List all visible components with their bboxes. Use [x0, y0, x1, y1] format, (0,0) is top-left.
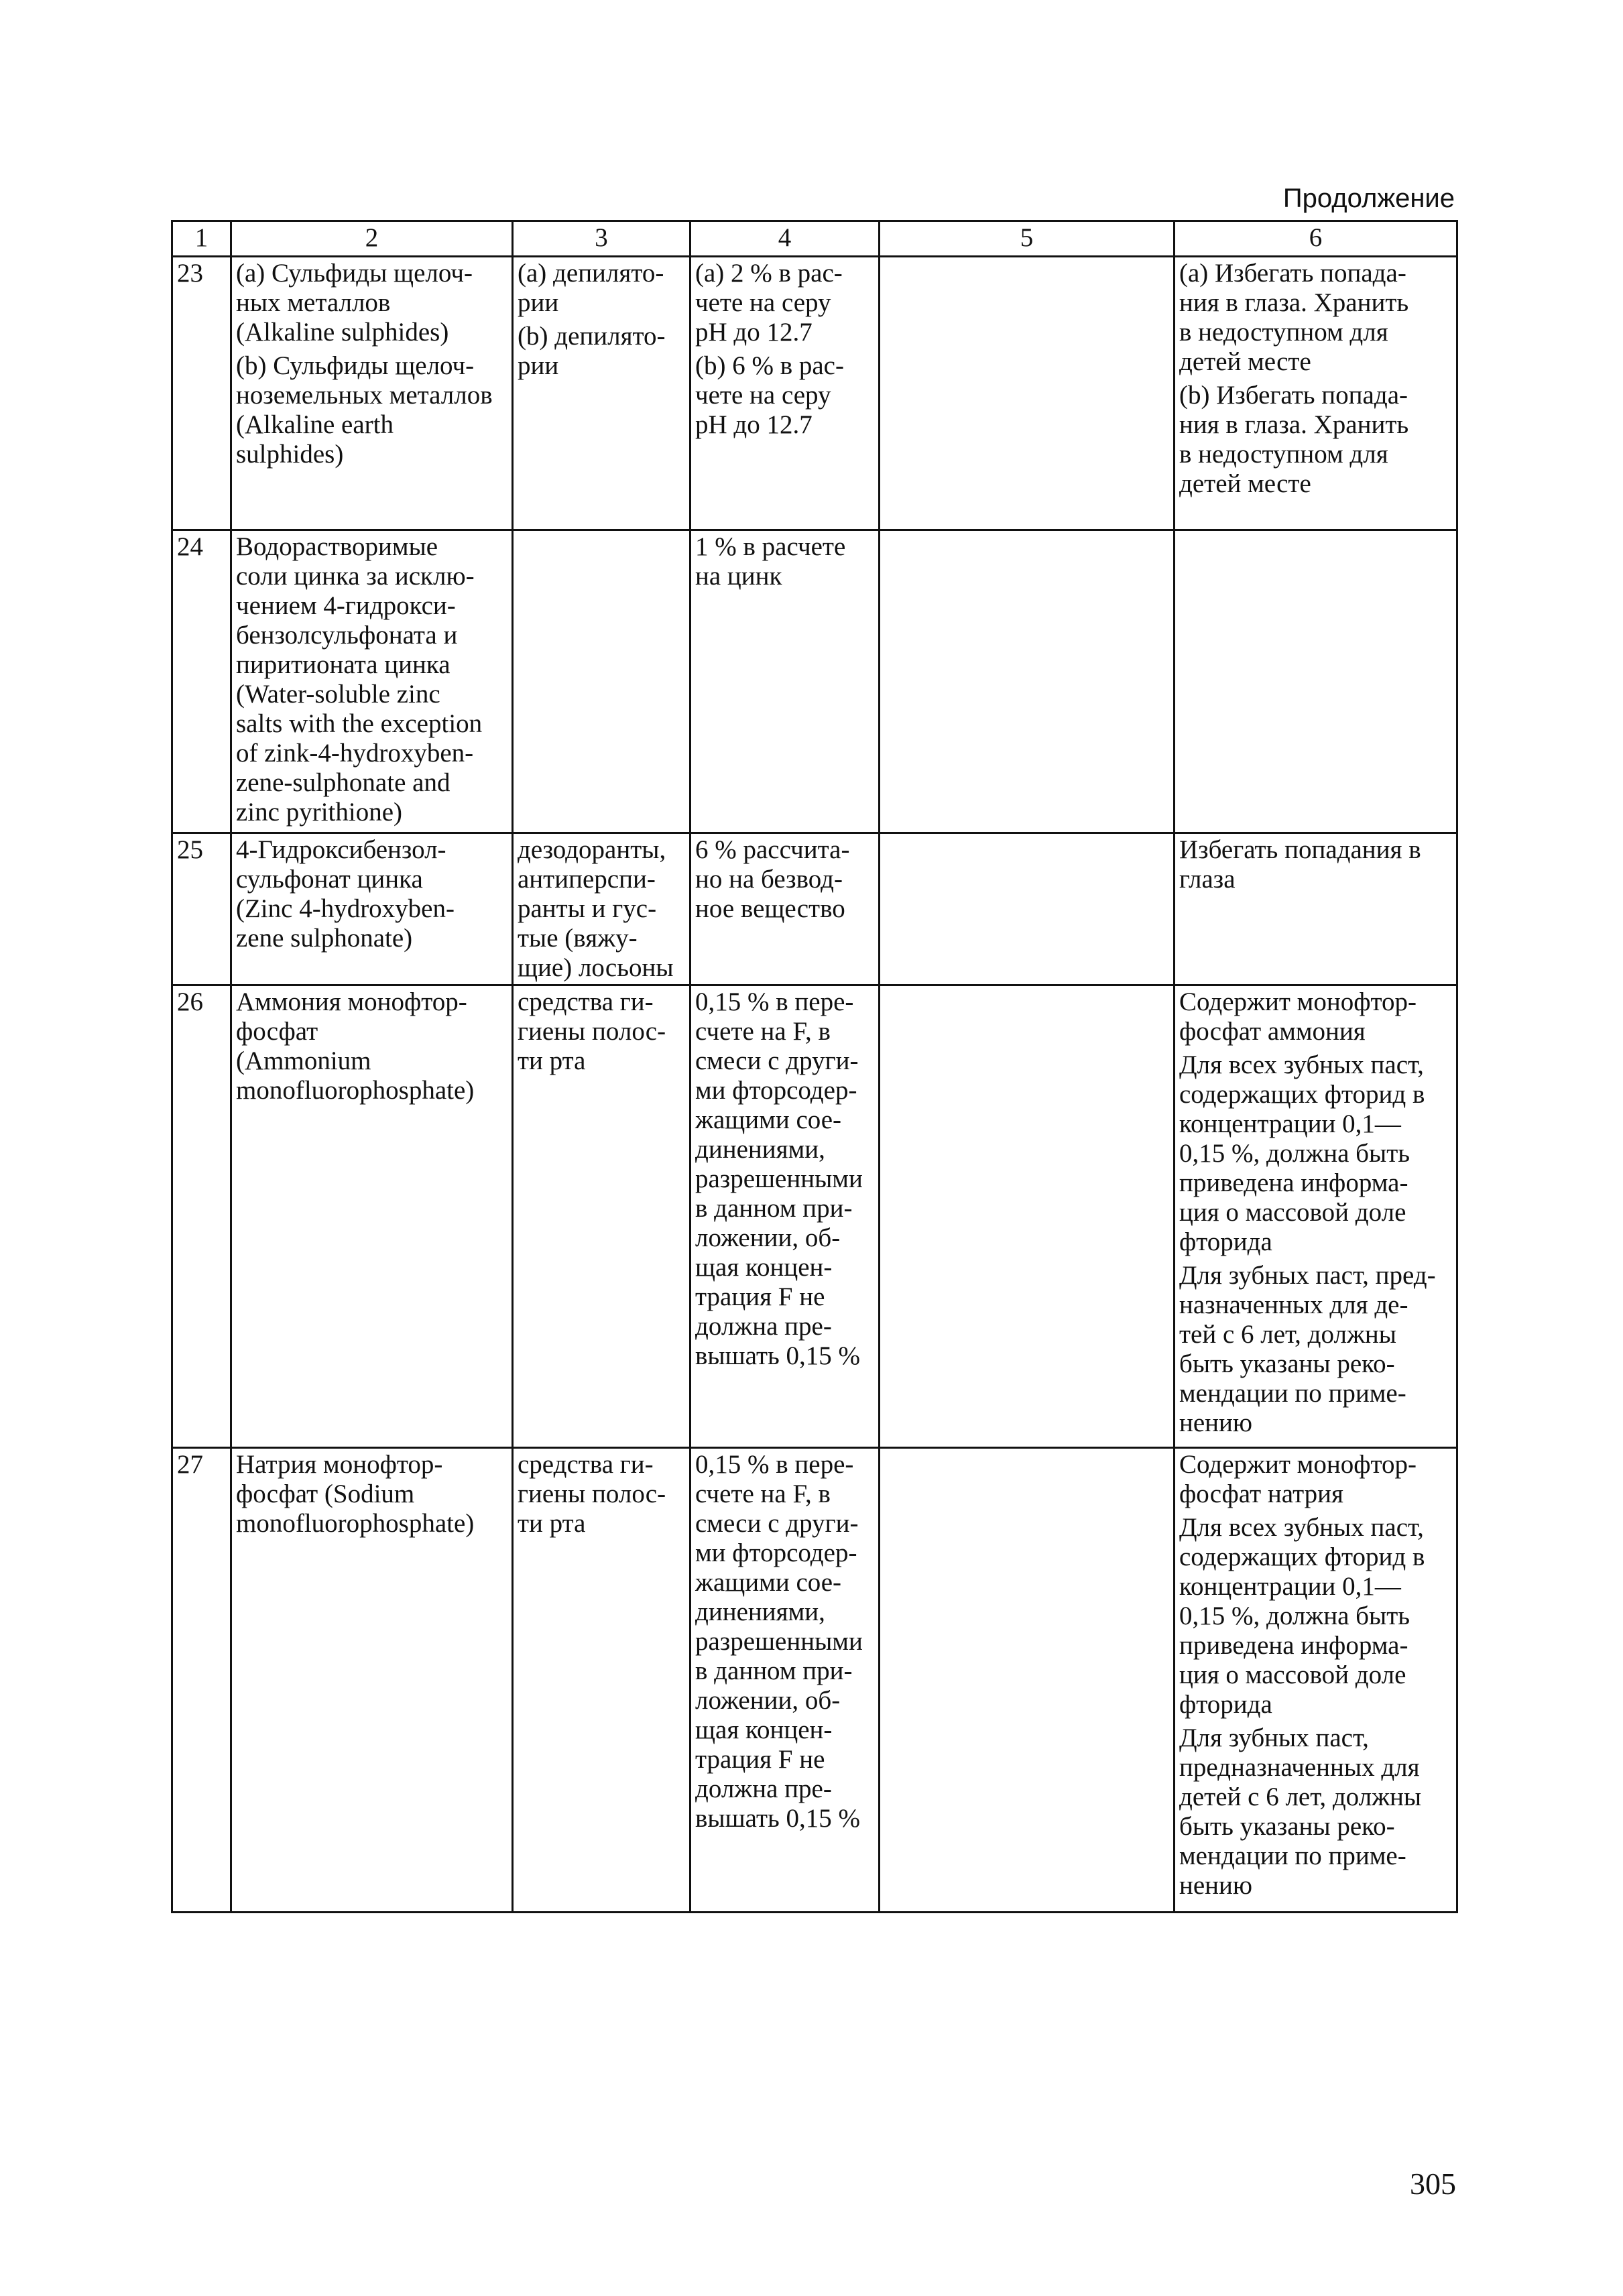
cell-line: гиены полос-	[518, 1479, 666, 1508]
cell-line: средства ги-	[518, 987, 654, 1016]
cell-line: дезодоранты,	[518, 835, 666, 864]
cell-line: должна пре-	[695, 1312, 832, 1341]
cell-line: Содержит монофтор-	[1179, 987, 1417, 1016]
cell-block	[695, 532, 874, 591]
cell-substance	[231, 257, 513, 530]
cell-line: быть указаны реко-	[1179, 1349, 1395, 1378]
cell-block	[236, 1450, 507, 1538]
cell-warnings	[1175, 985, 1457, 1448]
cell-line: глаза	[1179, 865, 1236, 894]
cell-block	[695, 351, 874, 440]
cell-block	[236, 259, 507, 347]
cell-line: ти рта	[518, 1046, 586, 1075]
cell-block	[1179, 1513, 1452, 1719]
cell-line: динениями,	[695, 1135, 825, 1164]
column-header-3: 3	[513, 221, 690, 257]
cell-line: (b) депилято-	[518, 322, 666, 351]
cell-line: sulphides)	[236, 440, 344, 469]
cell-line: (а) Избегать попада-	[1179, 259, 1406, 288]
cell-line: 0,15 % в пере-	[695, 987, 854, 1016]
cell-block	[1179, 987, 1452, 1046]
cell-line: рии	[518, 351, 559, 380]
cell-line: приведена информа-	[1179, 1168, 1408, 1197]
column-header-4: 4	[690, 221, 880, 257]
cell-line: тые (вяжу-	[518, 924, 638, 953]
cell-substance	[231, 985, 513, 1448]
cell-line: фосфат	[236, 1017, 318, 1046]
table-row	[172, 985, 1457, 1448]
cell-line: средства ги-	[518, 1450, 654, 1479]
cell-block	[236, 532, 507, 827]
cell-line: щие) лосьоны	[518, 953, 674, 982]
cell-substance	[231, 530, 513, 833]
cell-line: Избегать попадания в	[1179, 835, 1421, 864]
table-body	[172, 257, 1457, 1913]
cell-line: Аммония монофтор-	[236, 987, 467, 1016]
cell-line: (b) Сульфиды щелоч-	[236, 351, 475, 380]
cell-line: предназначенных для	[1179, 1753, 1420, 1782]
cell-line: Содержит монофтор-	[1179, 1450, 1417, 1479]
column-header-2: 2	[231, 221, 513, 257]
column-header-5: 5	[880, 221, 1175, 257]
cell-line: концентрации 0,1—	[1179, 1109, 1401, 1138]
cell-line: детей месте	[1179, 347, 1311, 376]
cell-line: 0,15 % в пере-	[695, 1450, 854, 1479]
cell-line: бензолсульфоната и	[236, 621, 458, 650]
cell-line: salts with the exception	[236, 709, 483, 738]
cell-line: смеси с други-	[695, 1046, 859, 1075]
cell-block	[695, 1450, 874, 1833]
cell-line: Для зубных паст, пред-	[1179, 1261, 1436, 1290]
cell-block	[518, 987, 685, 1076]
cell-line: чением 4-гидрокси-	[236, 591, 456, 620]
cell-warnings	[1175, 530, 1457, 833]
cell-line: приведена информа-	[1179, 1631, 1408, 1660]
table-row	[172, 257, 1457, 530]
cell-line: (b) 6 % в рас-	[695, 351, 844, 380]
cell-line: ти рта	[518, 1509, 586, 1538]
cell-line: ранты и гус-	[518, 894, 657, 923]
cell-block	[518, 1450, 685, 1538]
cell-number: 23	[172, 257, 231, 530]
cell-block	[236, 835, 507, 953]
cell-line: детей месте	[1179, 469, 1311, 498]
cell-line: счете на F, в	[695, 1017, 831, 1046]
cell-line: ложении, об-	[695, 1223, 841, 1252]
cell-line: ция о массовой доле	[1179, 1198, 1406, 1227]
cell-line: 0,15 %, должна быть	[1179, 1602, 1410, 1630]
cell-line: жащими сое-	[695, 1568, 842, 1597]
table-header-row	[172, 221, 1457, 257]
cell-line: Для всех зубных паст,	[1179, 1050, 1424, 1079]
cell-line: но на безвод-	[695, 865, 843, 894]
cell-line: быть указаны реко-	[1179, 1812, 1395, 1841]
cell-line: ция о массовой доле	[1179, 1660, 1406, 1689]
cell-line: (Ammonium	[236, 1046, 371, 1075]
cell-warnings	[1175, 1448, 1457, 1913]
cell-block	[1179, 1724, 1452, 1900]
cell-line: monofluorophosphate)	[236, 1509, 475, 1538]
cell-line: чете на серу	[695, 288, 831, 317]
cell-line: в недоступном для	[1179, 318, 1388, 347]
cell-line: фторида	[1179, 1690, 1272, 1719]
continuation-label: Продолжение	[1282, 184, 1455, 213]
cell-line: концентрации 0,1—	[1179, 1572, 1401, 1601]
cell-line: антиперспи-	[518, 865, 656, 894]
cell-substance	[231, 1448, 513, 1913]
cell-column-5	[880, 257, 1175, 530]
cell-line: нению	[1179, 1871, 1253, 1900]
cell-line: (Alkaline sulphides)	[236, 318, 449, 347]
cell-line: ложении, об-	[695, 1686, 841, 1715]
cell-line: назначенных для де-	[1179, 1290, 1408, 1319]
cell-number: 24	[172, 530, 231, 833]
cell-line: ных металлов	[236, 288, 391, 317]
cell-concentration	[690, 833, 880, 985]
column-header-1: 1	[172, 221, 231, 257]
cell-line: счете на F, в	[695, 1479, 831, 1508]
cell-block	[695, 987, 874, 1371]
cell-line: пиритионата цинка	[236, 650, 450, 679]
cell-use	[513, 833, 690, 985]
cell-line: нению	[1179, 1408, 1253, 1437]
table-row	[172, 1448, 1457, 1913]
cell-line: Для зубных паст,	[1179, 1724, 1369, 1752]
cell-line: вышать 0,15 %	[695, 1804, 861, 1833]
cell-block	[518, 259, 685, 318]
cell-line: 1 % в расчете	[695, 532, 846, 561]
cell-line: фосфат (Sodium	[236, 1479, 415, 1508]
cell-line: содержащих фторид в	[1179, 1543, 1425, 1571]
cell-concentration	[690, 257, 880, 530]
cell-line: (а) Сульфиды щелоч-	[236, 259, 473, 288]
cell-line: содержащих фторид в	[1179, 1080, 1425, 1109]
cell-block	[1179, 381, 1452, 499]
cell-block	[1179, 259, 1452, 377]
cell-line: of zink-4-hydroxyben-	[236, 739, 474, 768]
cell-line: динениями,	[695, 1597, 825, 1626]
cell-line: смеси с други-	[695, 1509, 859, 1538]
cell-line: разрешенными	[695, 1164, 863, 1193]
cell-line: (а) 2 % в рас-	[695, 259, 843, 288]
cell-line: zene sulphonate)	[236, 924, 413, 953]
cell-line: (Water-soluble zinc	[236, 680, 440, 709]
cell-line: гиены полос-	[518, 1017, 666, 1046]
cell-line: pH до 12.7	[695, 318, 813, 347]
cell-line: рии	[518, 288, 559, 317]
cell-block	[518, 322, 685, 381]
cell-warnings	[1175, 833, 1457, 985]
ingredients-table	[171, 220, 1458, 1913]
cell-line: чете на серу	[695, 381, 831, 410]
cell-line: (Zinc 4-hydroxyben-	[236, 894, 455, 923]
cell-block	[1179, 835, 1452, 894]
cell-line: zinc pyrithione)	[236, 798, 402, 827]
cell-use	[513, 985, 690, 1448]
cell-number: 26	[172, 985, 231, 1448]
cell-concentration	[690, 530, 880, 833]
cell-line: ния в глаза. Хранить	[1179, 410, 1409, 439]
cell-line: жащими сое-	[695, 1105, 842, 1134]
cell-line: в данном при-	[695, 1656, 853, 1685]
cell-use	[513, 1448, 690, 1913]
cell-line: Водорастворимые	[236, 532, 438, 561]
column-header-6: 6	[1175, 221, 1457, 257]
cell-block	[695, 259, 874, 347]
cell-line: щая концен-	[695, 1715, 833, 1744]
cell-line: в данном при-	[695, 1194, 853, 1223]
cell-line: тей с 6 лет, должны	[1179, 1320, 1396, 1349]
cell-column-5	[880, 1448, 1175, 1913]
cell-line: мендации по приме-	[1179, 1841, 1406, 1870]
cell-line: мендации по приме-	[1179, 1379, 1406, 1408]
cell-line: 4-Гидроксибензол-	[236, 835, 446, 864]
cell-block	[1179, 1050, 1452, 1257]
cell-concentration	[690, 1448, 880, 1913]
cell-line: в недоступном для	[1179, 440, 1388, 469]
cell-line: фосфат натрия	[1179, 1479, 1343, 1508]
cell-line: фосфат аммония	[1179, 1017, 1366, 1046]
cell-line: на цинк	[695, 562, 782, 591]
cell-block	[1179, 1261, 1452, 1438]
cell-block	[695, 835, 874, 924]
cell-line: ния в глаза. Хранить	[1179, 288, 1409, 317]
cell-line: трация F не	[695, 1745, 825, 1774]
cell-number: 27	[172, 1448, 231, 1913]
cell-line: фторида	[1179, 1227, 1272, 1256]
cell-line: трация F не	[695, 1282, 825, 1311]
table-row	[172, 833, 1457, 985]
cell-column-5	[880, 530, 1175, 833]
cell-use	[513, 530, 690, 833]
cell-column-5	[880, 985, 1175, 1448]
cell-line: ми фторсодер-	[695, 1538, 857, 1567]
cell-use	[513, 257, 690, 530]
cell-warnings	[1175, 257, 1457, 530]
cell-line: вышать 0,15 %	[695, 1341, 861, 1370]
cell-line: ное вещество	[695, 894, 845, 923]
cell-concentration	[690, 985, 880, 1448]
cell-line: разрешенными	[695, 1627, 863, 1656]
cell-block	[1179, 1450, 1452, 1509]
cell-substance	[231, 833, 513, 985]
cell-line: 0,15 %, должна быть	[1179, 1139, 1410, 1168]
page-number: 305	[1410, 2167, 1456, 2201]
cell-column-5	[880, 833, 1175, 985]
cell-line: (а) депилято-	[518, 259, 664, 288]
cell-line: Для всех зубных паст,	[1179, 1513, 1424, 1542]
cell-line: (b) Избегать попада-	[1179, 381, 1408, 410]
cell-block	[518, 835, 685, 983]
cell-line: сульфонат цинка	[236, 865, 423, 894]
cell-line: должна пре-	[695, 1774, 832, 1803]
cell-line: pH до 12.7	[695, 410, 813, 439]
cell-line: щая концен-	[695, 1253, 833, 1282]
cell-number: 25	[172, 833, 231, 985]
cell-line: monofluorophosphate)	[236, 1076, 475, 1105]
cell-line: Натрия монофтор-	[236, 1450, 443, 1479]
cell-block	[236, 351, 507, 469]
cell-line: детей с 6 лет, должны	[1179, 1783, 1422, 1811]
cell-line: (Alkaline earth	[236, 410, 394, 439]
cell-line: 6 % рассчита-	[695, 835, 850, 864]
table-row	[172, 530, 1457, 833]
cell-line: zene-sulphonate and	[236, 768, 450, 797]
cell-line: ми фторсодер-	[695, 1076, 857, 1105]
cell-block	[236, 987, 507, 1105]
cell-line: соли цинка за исклю-	[236, 562, 475, 591]
cell-line: ноземельных металлов	[236, 381, 493, 410]
